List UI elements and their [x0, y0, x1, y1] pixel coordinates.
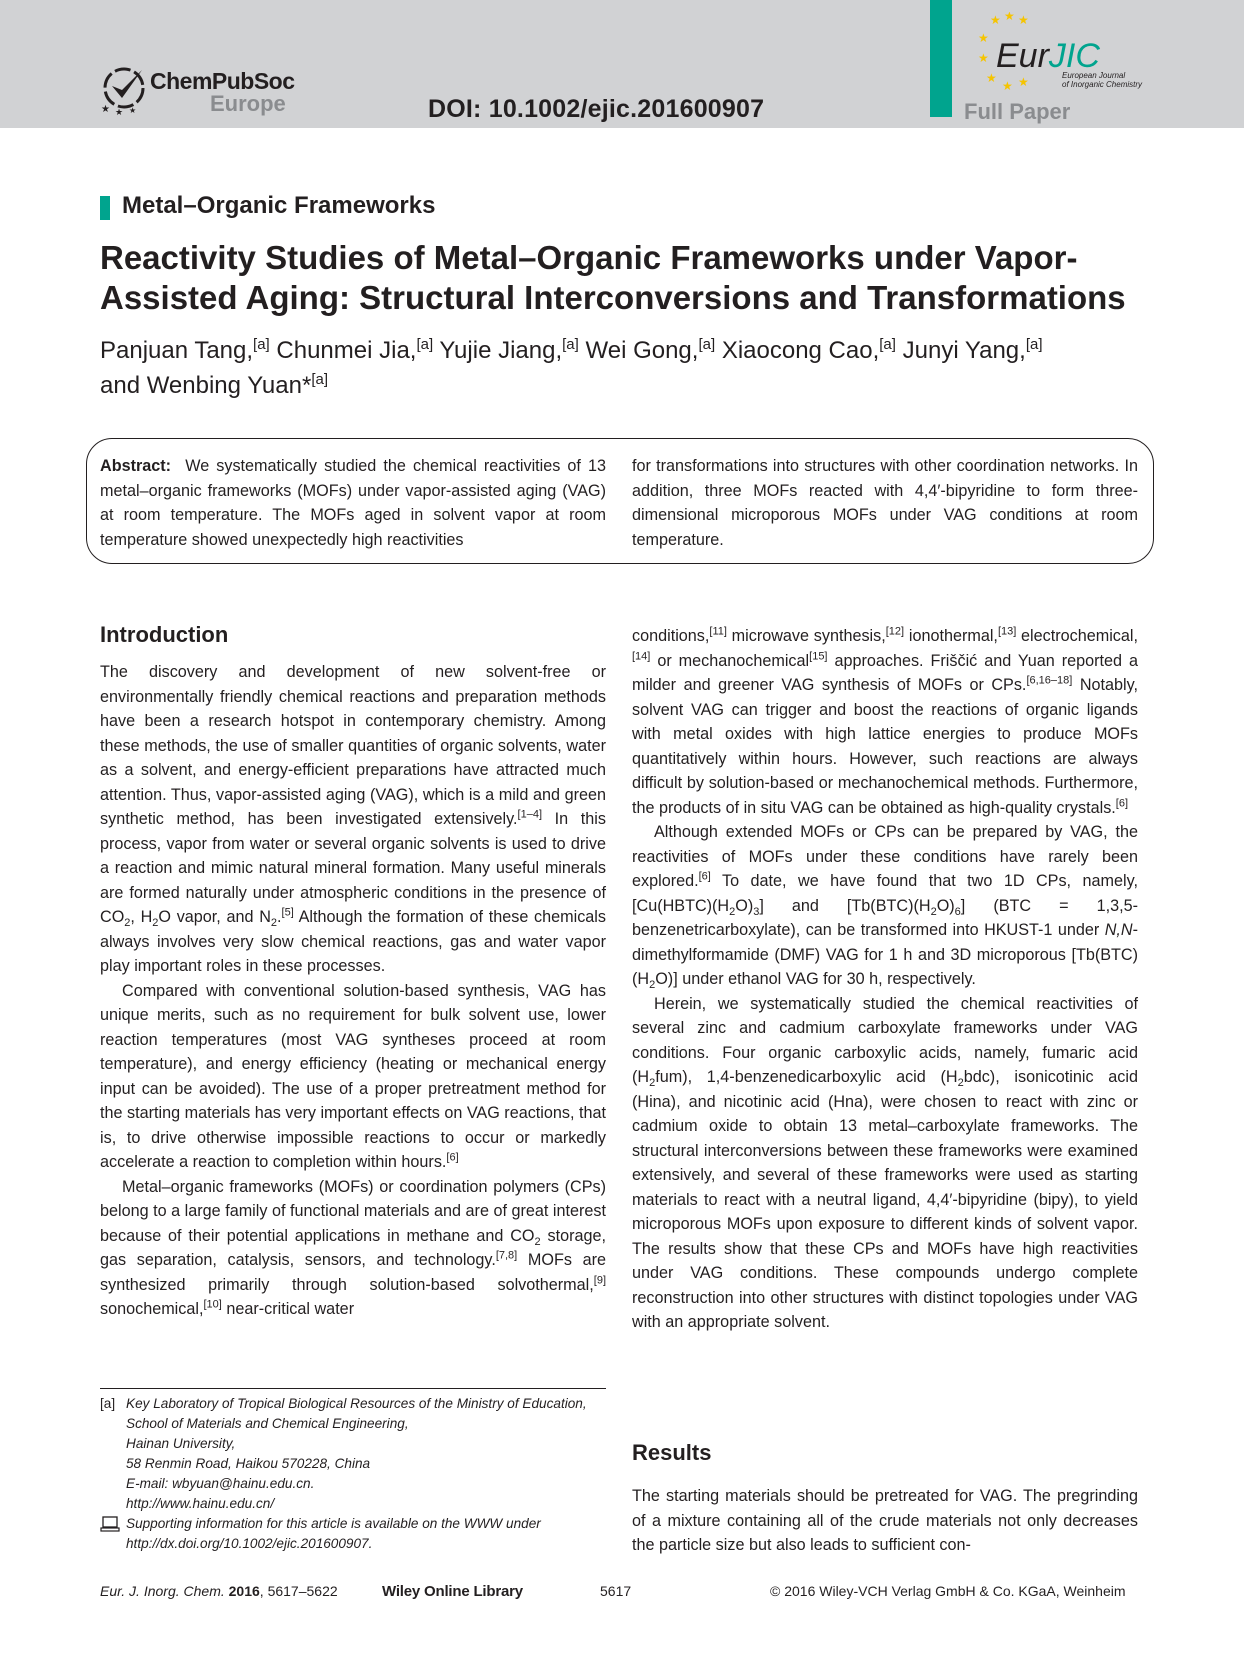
chempubsoc-logo-icon — [98, 64, 146, 116]
institution-url[interactable]: http://www.hainu.edu.cn/ — [126, 1496, 275, 1511]
citation[interactable]: [6] — [1115, 797, 1129, 810]
footnote-divider — [100, 1388, 606, 1389]
svg-text:★: ★ — [1002, 79, 1013, 93]
paragraph: The starting materials should be pretreated for VAG. The pregrinding of a mixture containing all of the crude materials not only decreases the particle size but also leads to sufficient con- — [632, 1487, 1138, 1554]
citation[interactable]: [14] — [632, 650, 651, 663]
abstract-label: Abstract: — [100, 457, 172, 475]
author-affiliation: [a] — [698, 336, 716, 353]
wiley-online-library-link[interactable]: Wiley Online Library — [382, 1583, 523, 1600]
citation[interactable]: [6] — [698, 870, 711, 883]
abstract-text: We systematically studied the chemical reactivities of 13 metal–organic frameworks (MOFs) under vapor-assisted aging (VAG) at room temperature. The MOFs aged in solvent vapor at room temperature showed unexpectedly high reactivities — [100, 457, 606, 549]
paragraph: conditions,[11] microwave synthesis,[12] ionothermal,[13] electrochemical,[14] or mechanochemical[15] approaches. Friščić and Yuan reported a milder and greener VAG synthesis of MOFs or CPs.[6,16–18] Notably, solvent VAG can trigger and boost the reactions of organic ligands with metal oxides with high lattice energies to produce MOFs quantitatively within hours. However, such reactions are always difficult by solution-based or mechanochemical methods. Furthermore, the products of in situ VAG can be obtained as high-quality crystals.[6] — [632, 625, 1139, 817]
svg-text:★: ★ — [129, 106, 137, 115]
svg-text:EurJIC — [996, 37, 1100, 75]
citation[interactable]: [9] — [593, 1274, 606, 1287]
author-affiliation: [a] — [1025, 336, 1043, 353]
eurjic-logo-icon — [976, 12, 1156, 100]
citation[interactable]: [15] — [809, 650, 828, 663]
author-affiliation: [a] — [253, 336, 270, 353]
computer-icon — [100, 1516, 120, 1532]
paragraph: The discovery and development of new solvent-free or environmentally friendly chemical reactions and preparation methods have been a research hotspot in contemporary chemistry. Among these methods, the use of smaller quantities of organic solvents, water as a solvent, and energy-efficient preparations have attracted much attention. Thus, vapor-assisted aging (VAG), which is a mild and green synthetic method, has been investigated extensively.[1–4] In this process, vapor from water or several organic solvents is used to drive a reaction and mimic natural mineral formation. Many useful minerals are formed naturally under atmospheric conditions in the presence of $CO_2$, $H_2O$ vapor, and $N_2.[5]$ Although the formation of these chemicals always involves very slow chemical reactions, gas and water vapor play important roles in these processes. — [100, 663, 607, 975]
page-number: 5617 — [600, 1583, 632, 1599]
citation[interactable]: [11] — [709, 625, 727, 638]
abstract-left-column — [100, 454, 606, 552]
footnote-mark: [a] — [100, 1396, 116, 1411]
citation[interactable]: [1–4] — [517, 808, 542, 821]
svg-text:★: ★ — [115, 107, 124, 116]
svg-text:★: ★ — [101, 104, 110, 115]
section-marker — [100, 196, 110, 220]
abstract-right-column — [632, 454, 1138, 552]
introduction-right-column — [632, 624, 1138, 1335]
affiliation: [a] Key Laboratory of Tropical Biological Resources of the Ministry of Education, School of Materials and Chemical Engineering, Hainan University, 58 Renmin Road, Haikou 570228, China E-mail: wbyuan@hainu.edu.cn. http://www.hainu.edu.cn/ — [100, 1394, 606, 1514]
author: Xiaocong Cao, — [721, 337, 880, 364]
svg-text:★: ★ — [1018, 13, 1029, 27]
author-affiliation: [a] — [562, 336, 579, 353]
paragraph: Metal–organic frameworks (MOFs) or coordination polymers (CPs) belong to a large family of functional materials and are of great interest because of their potential applications in methane and $CO_2$ storage, gas separation, catalysis, sensors, and technology.[7,8] MOFs are synthesized primarily through solution-based solvothermal,[9] sonochemical,[10] near-critical water — [100, 1177, 606, 1318]
accent-bar — [930, 0, 952, 117]
svg-text:★: ★ — [986, 71, 997, 85]
society-region: Europe — [210, 91, 286, 116]
author: Wei Gong, — [585, 337, 699, 364]
journal-logo-suffix: JIC — [1048, 37, 1100, 75]
citation[interactable]: [7,8] — [495, 1249, 518, 1262]
citation[interactable]: [6] — [446, 1151, 459, 1164]
journal-name-line1: European Journal — [1062, 71, 1126, 80]
abstract-text-continued: for transformations into structures with other coordination networks. In addition, three MOFs reacted with 4,4′-bipyridine to form three-dimensional microporous MOFs under VAG conditions at room temperature. — [632, 457, 1138, 549]
citation[interactable]: [10] — [203, 1298, 222, 1311]
article-title: Reactivity Studies of Metal–Organic Frameworks under Vapor-Assisted Aging: Structural Interconversions and Transformations — [100, 239, 1126, 316]
author: and Wenbing Yuan* — [100, 372, 312, 399]
citation[interactable]: [12] — [885, 625, 905, 638]
paragraph: Compared with conventional solution-based synthesis, VAG has unique merits, such as no requirement for bulk solvent use, lower reaction temperatures (most VAG syntheses proceed at room temperature), and energy efficiency (heating or mechanical energy input can be avoided). The use of a proper pretreatment method for the starting materials has very important effects on VAG reactions, that is, to drive otherwise impossible reactions to occur or markedly accelerate a reaction to completion within hours.[6] — [100, 981, 606, 1171]
svg-text:★: ★ — [990, 13, 1001, 27]
citation[interactable]: [13] — [997, 625, 1017, 638]
author: Chunmei Jia, — [276, 337, 417, 364]
introduction-left-column — [100, 660, 606, 1322]
journal-logo-prefix: Eur — [996, 37, 1049, 75]
article-type: Full Paper — [964, 99, 1071, 124]
author: Panjuan Tang, — [100, 337, 254, 364]
results-heading: Results — [632, 1440, 712, 1465]
author-affiliation: [a] — [311, 371, 328, 388]
affiliation-footnote — [100, 1394, 606, 1554]
author: Junyi Yang, — [902, 337, 1026, 364]
footer-citation: Eur. J. Inorg. Chem. 2016, 5617–5622 — [100, 1583, 338, 1599]
author: Yujie Jiang, — [439, 337, 563, 364]
svg-text:★: ★ — [978, 51, 989, 65]
supporting-info — [100, 1514, 606, 1554]
paragraph: Although extended MOFs or CPs can be prepared by VAG, the reactivities of MOFs under these conditions have rarely been explored.[6] To date, we have found that two 1D CPs, namely, $[Cu(HBTC)(H_2O)_3]$ and $[Tb(BTC)(H_2O)_6] (BTC$ = 1,3,5-benzenetricarboxylate), can be transformed into HKUST-1 under N,N-dimethylformamide (DMF) VAG for 1 h and 3D microporous $[Tb(BTC)(H_2O)]$ under ethanol VAG for 30 h, respectively. — [632, 823, 1138, 992]
supporting-info-link[interactable]: Supporting information for this article is available on the WWW under http://dx.doi.org/10.1002/ejic.201600907. — [126, 1516, 541, 1551]
citation[interactable]: [6,16–18] — [1026, 674, 1073, 687]
results-column — [632, 1484, 1138, 1558]
paragraph: Herein, we systematically studied the chemical reactivities of several zinc and cadmium carboxylate frameworks under VAG conditions. Four organic carboxylic acids, namely, fumaric acid $(H_2fum)$, 1,4-benzenedicarboxylic acid $(H_2bdc)$, isonicotinic acid (Hina), and nicotinic acid (Hna), were chosen to react with zinc or cadmium oxide to obtain 13 metal–carboxylate frameworks. The structural interconversions between these frameworks were examined extensively, and several of these frameworks were used as starting materials to react with a neutral ligand, 4,4′-bipyridine (bipy), to yield microporous MOFs upon exposure to different kinds of solvent vapor. The results show that these CPs and MOFs have high reactivities under VAG conditions. These compounds undergo complete reconstruction into other structures with distinct topologies under VAG with an appropriate solvent. — [632, 994, 1138, 1331]
society-name: ChemPubSoc — [150, 68, 295, 94]
author-email[interactable]: E-mail: wbyuan@hainu.edu.cn. — [126, 1476, 315, 1491]
citation[interactable]: [5] — [281, 906, 294, 919]
copyright: © 2016 Wiley-VCH Verlag GmbH & Co. KGaA, Weinheim — [770, 1583, 1126, 1599]
doi[interactable]: DOI: 10.1002/ejic.201600907 — [428, 95, 765, 123]
author-list — [100, 330, 1180, 400]
author-affiliation: [a] — [879, 336, 896, 353]
author-affiliation: [a] — [416, 336, 434, 353]
svg-text:★: ★ — [1018, 75, 1029, 89]
svg-text:★: ★ — [1004, 12, 1015, 23]
section-title: Metal–Organic Frameworks — [122, 192, 436, 219]
page-header — [0, 0, 1244, 128]
introduction-heading: Introduction — [100, 622, 229, 647]
svg-text:★: ★ — [978, 31, 989, 45]
journal-name-line2: of Inorganic Chemistry — [1062, 80, 1143, 89]
